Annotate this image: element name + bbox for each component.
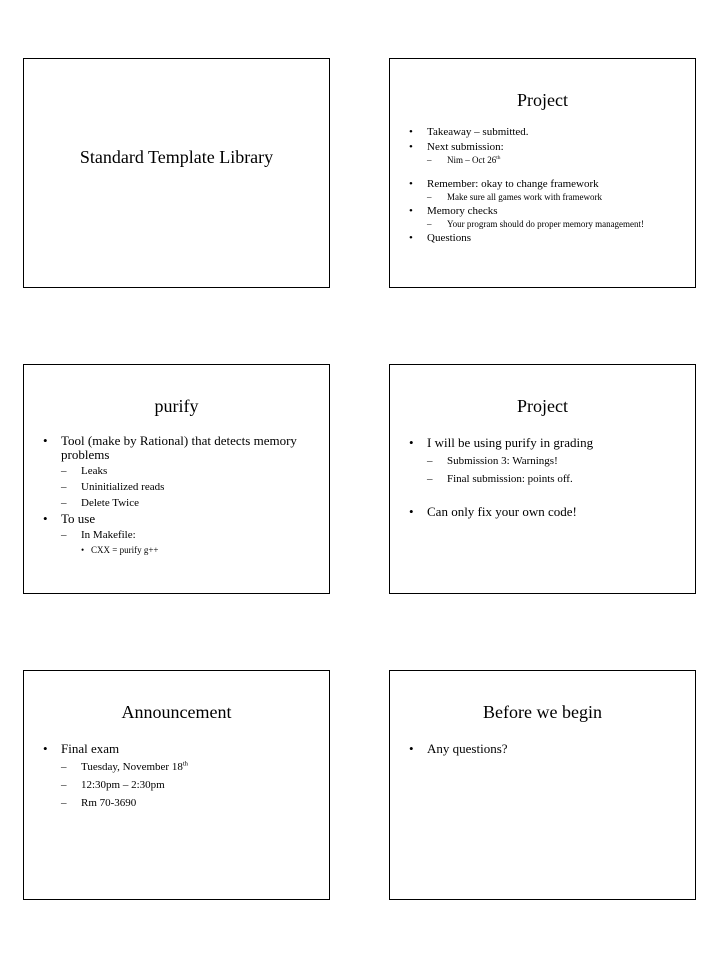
dash-icon: –	[427, 219, 432, 229]
bullet-icon: •	[409, 205, 413, 217]
bullet-icon: •	[409, 126, 413, 138]
bullet-text: Any questions?	[427, 741, 508, 756]
bullet-icon: •	[409, 141, 413, 153]
slide-5	[23, 670, 330, 900]
bullet-icon: •	[409, 741, 414, 756]
bullet-icon: •	[409, 435, 414, 450]
bullet-icon: •	[409, 232, 413, 244]
sub-sub-bullet-list	[81, 545, 319, 556]
sub-bullet-list	[427, 192, 685, 203]
sub-bullet-text: Tuesday, November 18	[81, 761, 183, 773]
slide-6	[389, 670, 696, 900]
bullet-text: I will be using purify in grading	[427, 435, 594, 450]
dash-icon: –	[61, 465, 67, 477]
sub-bullet-text: 12:30pm – 2:30pm	[81, 779, 165, 791]
dash-icon: –	[427, 473, 433, 485]
bullet-text: Takeaway – submitted.	[427, 126, 529, 138]
sub-bullet-item	[61, 761, 319, 774]
bullet-icon: •	[43, 511, 48, 526]
bullet-item	[407, 126, 685, 139]
sub-bullet-list	[427, 455, 685, 486]
sub-bullet-item	[427, 192, 685, 203]
bullet-text: Memory checks	[427, 205, 498, 217]
slide-2	[389, 58, 696, 288]
bullet-icon: •	[43, 741, 48, 756]
slide-1	[23, 58, 330, 288]
sub-bullet-item	[61, 497, 319, 510]
bullet-list	[407, 435, 685, 519]
bullet-item	[41, 741, 319, 810]
bullet-text: Next submission:	[427, 141, 504, 153]
slide-title: Before we begin	[483, 702, 602, 722]
slide-4	[389, 364, 696, 594]
bullet-list	[41, 434, 319, 558]
sub-bullet-item	[427, 473, 685, 486]
sub-sub-bullet-item	[81, 545, 319, 556]
dash-icon: –	[61, 797, 67, 809]
sub-bullet-text: Your program should do proper memory management!	[447, 219, 645, 229]
bullet-text: Remember: okay to change framework	[427, 178, 599, 190]
bullet-item	[407, 141, 685, 166]
sub-bullet-list	[61, 465, 319, 510]
bullet-list	[407, 741, 685, 756]
bullet-text: Can only fix your own code!	[427, 504, 577, 519]
sub-bullet-item	[427, 455, 685, 468]
slide-title: Standard Template Library	[79, 147, 274, 167]
sub-bullet-list	[427, 155, 685, 166]
dash-icon: –	[61, 529, 67, 541]
sub-bullet-item	[61, 465, 319, 478]
sub-bullet-text: Make sure all games work with framework	[447, 192, 602, 202]
sub-bullet-list	[427, 219, 685, 230]
bullet-icon: •	[409, 178, 413, 190]
sub-bullet-item	[427, 155, 685, 166]
sub-bullet-text: Leaks	[81, 465, 108, 477]
bullet-list	[41, 741, 319, 810]
bullet-item	[407, 741, 685, 756]
sub-bullet-text: Rm 70-3690	[81, 797, 137, 809]
superscript: th	[182, 760, 188, 768]
bullet-item	[407, 178, 685, 203]
dash-icon: –	[427, 155, 432, 165]
bullet-text: Questions	[427, 232, 471, 244]
bullet-item	[407, 205, 685, 230]
bullet-text: Final exam	[61, 741, 120, 756]
bullet-item	[407, 504, 685, 519]
sub-bullet-text: Submission 3: Warnings!	[447, 455, 558, 467]
slide-title: purify	[154, 396, 199, 416]
sub-bullet-item	[61, 481, 319, 494]
superscript: th	[496, 155, 501, 161]
sub-bullet-text: In Makefile:	[81, 529, 136, 541]
sub-bullet-item	[61, 779, 319, 792]
bullet-icon: •	[409, 504, 414, 519]
slide-title: Announcement	[121, 702, 232, 722]
bullet-list	[407, 126, 685, 247]
bullet-item	[41, 512, 319, 556]
bullet-item	[407, 232, 685, 245]
dash-icon: –	[427, 455, 433, 467]
sub-bullet-list	[61, 761, 319, 810]
bullet-icon: •	[81, 545, 85, 555]
sub-bullet-item	[61, 529, 319, 556]
dash-icon: –	[61, 481, 67, 493]
dash-icon: –	[61, 761, 67, 773]
sub-bullet-item	[61, 797, 319, 810]
sub-bullet-text: Delete Twice	[81, 497, 139, 509]
bullet-text: To use	[61, 511, 96, 526]
sub-bullet-item	[427, 219, 685, 230]
bullet-text: Tool (make by Rational) that detects memory problems	[61, 433, 297, 462]
dash-icon: –	[61, 779, 67, 791]
sub-bullet-text: Final submission: points off.	[447, 473, 573, 485]
sub-bullet-text: Nim – Oct 26	[447, 155, 497, 165]
sub-sub-bullet-text: CXX = purify g++	[91, 545, 159, 555]
slide-title: Project	[517, 90, 568, 110]
sub-bullet-list	[61, 529, 319, 556]
slide-title: Project	[517, 396, 568, 416]
dash-icon: –	[61, 497, 67, 509]
sub-bullet-text: Uninitialized reads	[81, 481, 165, 493]
bullet-item	[407, 435, 685, 486]
slide-3	[23, 364, 330, 594]
bullet-item	[41, 434, 319, 510]
bullet-icon: •	[43, 433, 48, 448]
dash-icon: –	[427, 192, 432, 202]
